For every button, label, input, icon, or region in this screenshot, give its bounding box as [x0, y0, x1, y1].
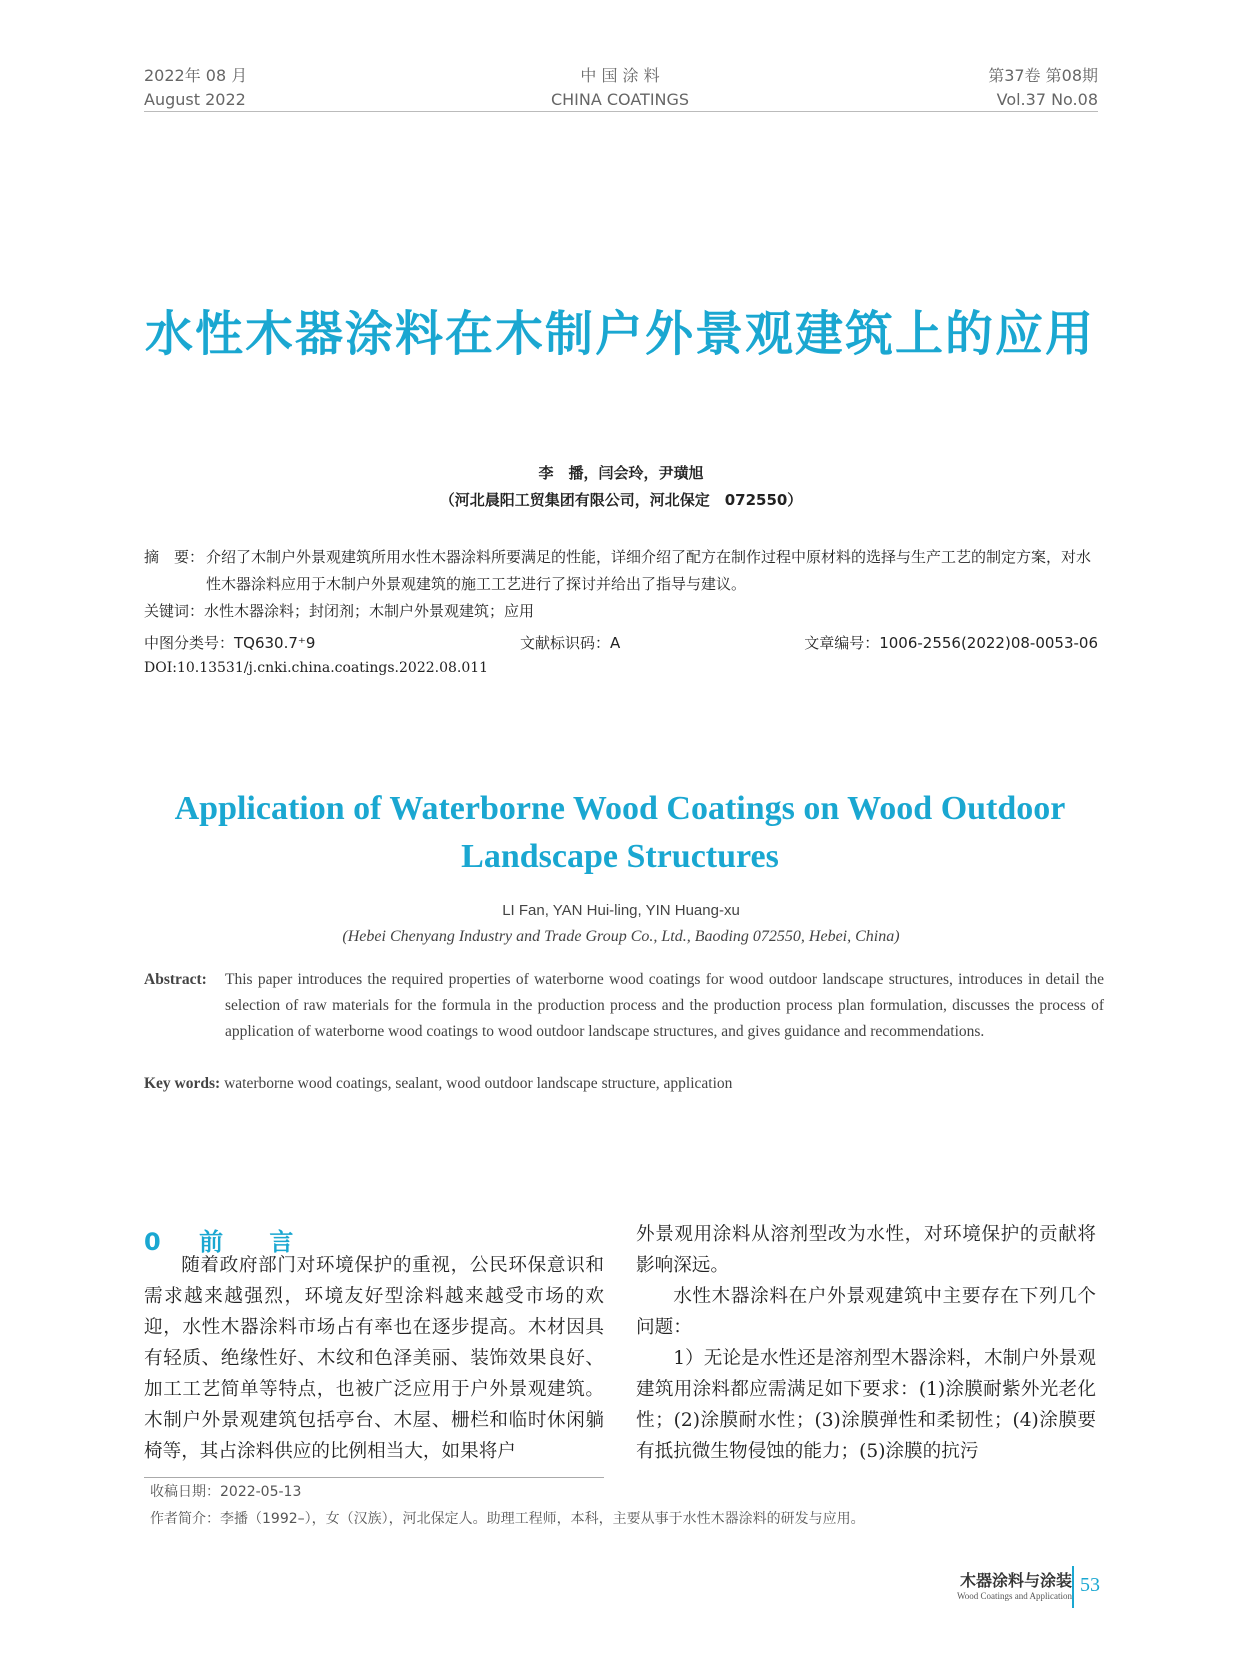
english-abstract-text: This paper introduces the required properties of waterborne wood coatings for wood outdoor landscape structures, introduces in detail the selection of raw materials for the formula in the production process and the production process plan formulation, discusses the process of application of waterborne wood coatings to wood outdoor landscape structures, and gives guidance and recommendations. — [225, 971, 1104, 1040]
footer-brand — [957, 1568, 1072, 1601]
footnote-author-bio: 作者简介：李播（1992–），女（汉族），河北保定人。助理工程师，本科，主要从事于水性木器涂料的研发与应用。 — [150, 1511, 865, 1527]
header-vol-en: Vol.37 No.08 — [996, 90, 1098, 109]
section-title-char-2: 言 — [269, 1228, 296, 1256]
body-paragraph: 1）无论是水性还是溶剂型木器涂料，木制户外景观建筑用涂料都应需满足如下要求：(1)涂膜耐紫外光老化性；(2)涂膜耐水性；(3)涂膜弹性和柔韧性；(4)涂膜要有抵抗微生物侵蚀的能力；(5)涂膜的抗污 — [636, 1348, 1096, 1462]
footnote-received: 收稿日期：2022-05-13 — [150, 1484, 302, 1500]
body-column-right — [636, 1219, 1096, 1467]
header-vol-cn: 第37卷 第08期 — [988, 66, 1098, 85]
english-keywords-label: Key words: — [144, 1075, 221, 1092]
article-number: 文章编号：1006-2556(2022)08-0053-06 — [804, 634, 1098, 652]
clc-number: 中图分类号：TQ630.7⁺9 — [144, 634, 316, 652]
english-title: Application of Waterborne Wood Coatings on Wood Outdoor Landscape Structures — [174, 790, 1066, 875]
english-keywords-text: waterborne wood coatings, sealant, wood outdoor landscape structure, application — [224, 1075, 733, 1092]
english-affiliation: (Hebei Chenyang Industry and Trade Group Co., Ltd., Baoding 072550, Hebei, China) — [342, 928, 900, 945]
header-divider — [144, 111, 1098, 112]
footer-brand-cn: 木器涂料与涂装 — [959, 1571, 1072, 1590]
footer-divider — [1072, 1566, 1074, 1608]
chinese-abstract-text: 介绍了木制户外景观建筑所用水性木器涂料所要满足的性能，详细介绍了配方在制作过程中原材料的选择与生产工艺的制定方案，对水性木器涂料应用于木制户外景观建筑的施工工艺进行了探讨并给出了指导与建议。 — [206, 548, 1092, 593]
document-code: 文献标识码：A — [520, 634, 621, 652]
body-paragraph: 水性木器涂料在户外景观建筑中主要存在下列几个问题： — [636, 1286, 1096, 1338]
header-journal-cn: 中 国 涂 料 — [580, 66, 660, 85]
footnote-divider — [144, 1477, 604, 1478]
footer-brand-en: Wood Coatings and Application — [956, 1591, 1072, 1601]
header-journal-en: CHINA COATINGS — [550, 90, 690, 109]
chinese-affiliation: （河北晨阳工贸集团有限公司，河北保定 072550） — [439, 491, 803, 509]
header-date-cn: 2022年 08 月 — [144, 66, 248, 85]
body-paragraph: 随着政府部门对环境保护的重视，公民环保意识和需求越来越强烈，环境友好型涂料越来越受市场的欢迎，水性木器涂料市场占有率也在逐步提高。木材因具有轻质、绝缘性好、木纹和色泽美丽、装饰效果良好、加工工艺简单等特点，也被广泛应用于户外景观建筑。木制户外景观建筑包括亭台、木屋、栅栏和临时休闲躺椅等，其占涂料供应的比例相当大，如果将户 — [144, 1255, 604, 1462]
body-column-left — [144, 1250, 604, 1467]
header-date — [144, 64, 247, 112]
english-keywords — [144, 1075, 732, 1093]
chinese-abstract-label: 摘 要： — [144, 548, 205, 566]
english-authors: LI Fan, YAN Hui-ling, YIN Huang-xu — [502, 902, 740, 919]
header-volume — [988, 64, 1098, 112]
header-journal — [470, 64, 770, 112]
body-paragraph: 外景观用涂料从溶剂型改为水性，对环境保护的贡献将影响深远。 — [636, 1224, 1096, 1276]
header-date-en: August 2022 — [144, 90, 246, 109]
page-number: 53 — [1080, 1574, 1100, 1596]
doi: DOI:10.13531/j.cnki.china.coatings.2022.08.011 — [144, 660, 489, 676]
section-number: 0 — [144, 1228, 163, 1256]
english-abstract — [144, 967, 1104, 1045]
chinese-authors: 李 播，闫会玲，尹璜旭 — [538, 464, 704, 482]
chinese-abstract — [144, 544, 1104, 598]
chinese-title: 水性木器涂料在木制户外景观建筑上的应用 — [144, 306, 1095, 362]
section-title-char-1: 前 — [199, 1228, 226, 1256]
english-abstract-label: Abstract: — [144, 971, 207, 988]
chinese-keywords: 关键词：水性木器涂料；封闭剂；木制户外景观建筑；应用 — [144, 602, 535, 620]
